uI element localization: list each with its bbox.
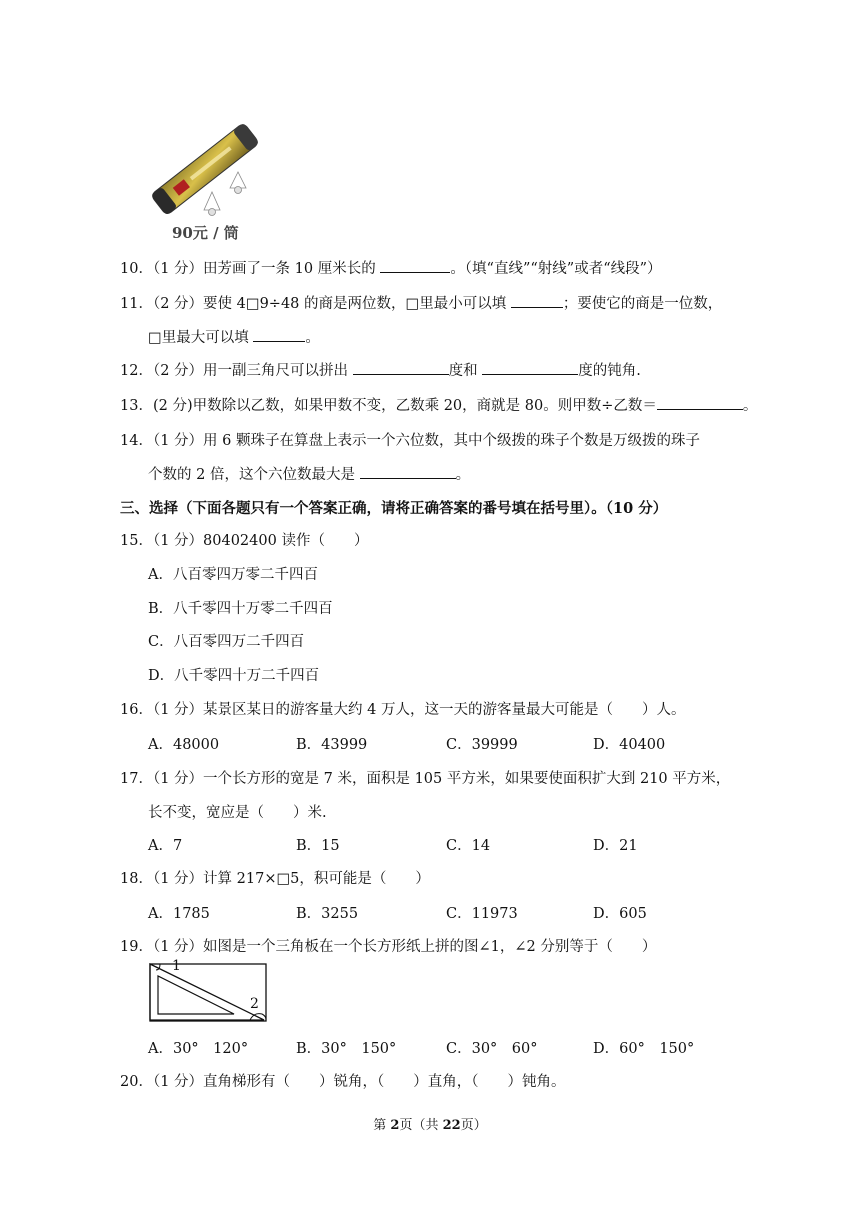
q12-blank-1[interactable] bbox=[353, 360, 449, 375]
question-16: 16．（1 分）某景区某日的游客量大约 4 万人，这一天的游客量最大可能是（ ）人。 bbox=[120, 702, 686, 718]
q16-option-a[interactable]: A．48000 bbox=[148, 737, 220, 753]
q15-option-d[interactable]: D．八千零四十万二千四百 bbox=[148, 668, 320, 684]
q17-option-d[interactable]: D．21 bbox=[593, 838, 638, 854]
q11-text-c: □里最大可以填 bbox=[148, 330, 254, 346]
q18-option-c[interactable]: C．11973 bbox=[446, 906, 518, 922]
q14-text-a: 个数的 2 倍，这个六位数最大是 bbox=[148, 467, 360, 483]
q19-option-c[interactable]: C．30° 60° bbox=[446, 1041, 538, 1057]
page-footer bbox=[0, 1114, 860, 1133]
q11-blank-2[interactable] bbox=[253, 327, 305, 342]
footer-prefix: 第 bbox=[373, 1118, 391, 1133]
footer-suffix: 页） bbox=[460, 1118, 487, 1133]
q17-option-a[interactable]: A．7 bbox=[148, 838, 183, 854]
question-11-line2 bbox=[148, 326, 320, 347]
angle-1-label: 1 bbox=[172, 958, 181, 974]
q15-option-c[interactable]: C．八百零四万二千四百 bbox=[148, 634, 305, 650]
badminton-tube-image bbox=[148, 118, 268, 218]
question-17-line1: 17．（1 分）一个长方形的宽是 7 米，面积是 105 平方米，如果要使面积扩大到 210 平方米， bbox=[120, 771, 731, 787]
question-20: 20．（1 分）直角梯形有（ ）锐角，（ ）直角，（ ）钝角。 bbox=[120, 1074, 566, 1090]
q14-text-b: 。 bbox=[455, 467, 471, 483]
q12-text-a: 12．（2 分）用一副三角尺可以拼出 bbox=[120, 363, 353, 379]
q16-option-d[interactable]: D．40400 bbox=[593, 737, 666, 753]
question-12 bbox=[120, 359, 641, 380]
triangle-rectangle-figure bbox=[146, 958, 270, 1024]
q15-option-b[interactable]: B．八千零四十万零二千四百 bbox=[148, 601, 333, 617]
q10-blank[interactable] bbox=[380, 258, 450, 273]
q18-option-d[interactable]: D．605 bbox=[593, 906, 647, 922]
question-10 bbox=[120, 257, 662, 278]
q19-option-b[interactable]: B．30° 150° bbox=[296, 1041, 397, 1057]
question-19: 19．（1 分）如图是一个三角板在一个长方形纸上拼的图∠1，∠2 分别等于（ ） bbox=[120, 939, 657, 955]
q10-text-a: 10．（1 分）田芳画了一条 10 厘米长的 bbox=[120, 261, 381, 277]
q13-text-b: 。 bbox=[742, 398, 758, 414]
q18-option-a[interactable]: A．1785 bbox=[148, 906, 210, 922]
q10-text-b: 。（填“直线”“射线”或者“线段”） bbox=[450, 261, 662, 277]
question-14-line1: 14．（1 分）用 6 颗珠子在算盘上表示一个六位数，其中个级拨的珠子个数是万级拨的珠子 bbox=[120, 433, 700, 449]
q17-option-c[interactable]: C．14 bbox=[446, 838, 491, 854]
q12-blank-2[interactable] bbox=[482, 360, 578, 375]
footer-total-pages: 22 bbox=[442, 1118, 461, 1133]
price-caption: 90元 / 筒 bbox=[172, 224, 239, 242]
question-18: 18．（1 分）计算 217×□5，积可能是（ ） bbox=[120, 871, 430, 887]
q19-option-a[interactable]: A．30° 120° bbox=[148, 1041, 249, 1057]
q12-text-c: 度的钝角. bbox=[578, 363, 641, 379]
footer-mid: 页（共 bbox=[399, 1118, 443, 1133]
question-14-line2 bbox=[148, 463, 470, 484]
q17-option-b[interactable]: B．15 bbox=[296, 838, 340, 854]
question-15: 15．（1 分）80402400 读作（ ） bbox=[120, 533, 369, 549]
question-11-line1 bbox=[120, 292, 722, 313]
angle-2-label: 2 bbox=[250, 996, 259, 1012]
q11-text-b: ；要使它的商是一位数， bbox=[562, 296, 723, 312]
q11-blank-1[interactable] bbox=[511, 293, 563, 308]
q14-blank[interactable] bbox=[360, 464, 456, 479]
q13-text-a: 13．(2 分)甲数除以乙数，如果甲数不变，乙数乘 20，商就是 80。则甲数÷乙数＝ bbox=[120, 398, 657, 414]
q19-option-d[interactable]: D．60° 150° bbox=[593, 1041, 695, 1057]
q11-text-a: 11．（2 分）要使 4□9÷48 的商是两位数，□里最小可以填 bbox=[120, 296, 511, 312]
section-3-heading: 三、选择（下面各题只有一个答案正确，请将正确答案的番号填在括号里）。（10 分） bbox=[120, 500, 668, 517]
q12-text-b: 度和 bbox=[448, 363, 483, 379]
q13-blank[interactable] bbox=[657, 395, 743, 410]
q18-option-b[interactable]: B．3255 bbox=[296, 906, 359, 922]
question-13 bbox=[120, 394, 757, 415]
q16-option-c[interactable]: C．39999 bbox=[446, 737, 518, 753]
footer-page-number: 2 bbox=[390, 1118, 400, 1133]
question-17-line2: 长不变，宽应是（ ）米. bbox=[148, 805, 327, 821]
q15-option-a[interactable]: A．八百零四万零二千四百 bbox=[148, 567, 318, 583]
q11-text-d: 。 bbox=[305, 330, 320, 346]
q16-option-b[interactable]: B．43999 bbox=[296, 737, 368, 753]
